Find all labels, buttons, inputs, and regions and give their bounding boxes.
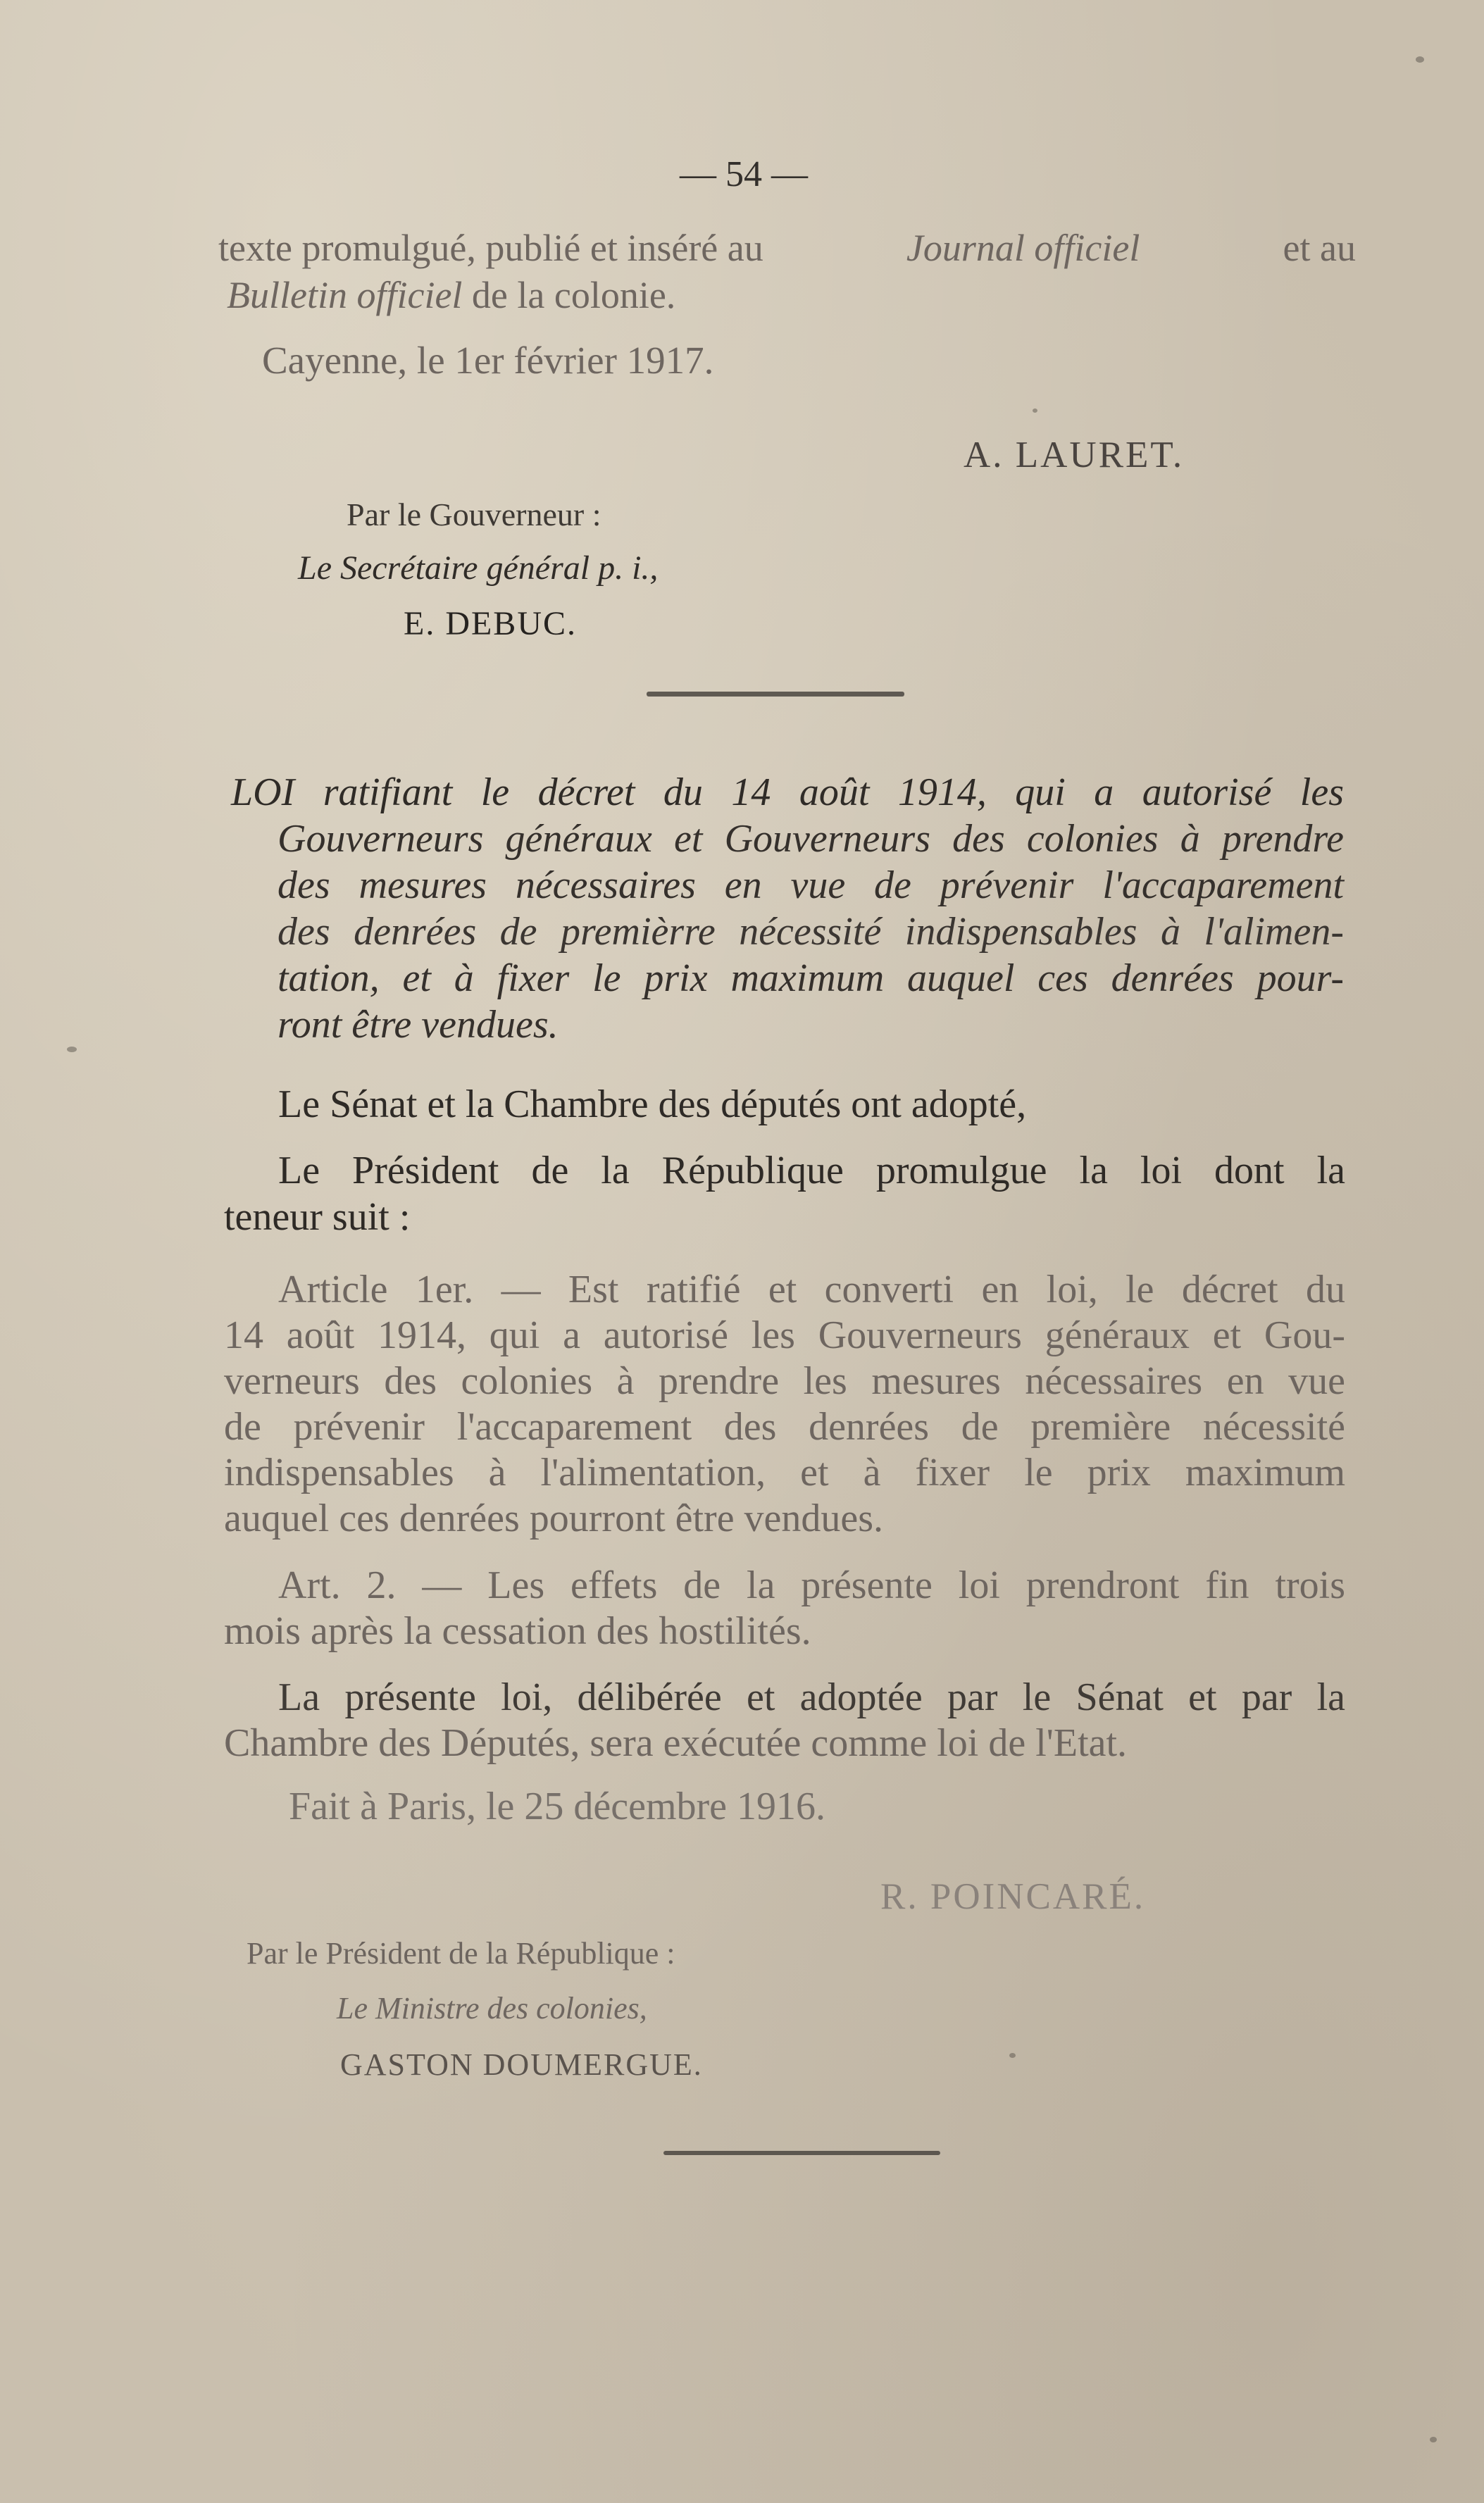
decree-closing-line-1 (218, 229, 1356, 267)
paper-speck (1009, 2053, 1016, 2058)
decree-closing-tail: et au (1283, 227, 1356, 269)
law-preamble-president: teneur suit : (224, 1195, 411, 1239)
decree-par-label: Par le Gouverneur : (347, 497, 601, 532)
law-title-line: des denrées de premièrre nécessité indispensables à l'alimen- (278, 910, 1344, 954)
separator-rule-bottom (663, 2151, 940, 2155)
article-1-line: auquel ces denrées pourront être vendues. (224, 1497, 884, 1540)
paper-speck (67, 1047, 77, 1052)
article-1-line: indispensables à l'alimentation, et à fixer le prix maximum (224, 1451, 1345, 1494)
article-1-line: de prévenir l'accaparement des denrées de première nécessité (224, 1405, 1345, 1449)
law-title-line: des mesures nécessaires en vue de prévenir l'accaparement (278, 863, 1344, 907)
journal-officiel-ref: Journal officiel (906, 227, 1140, 269)
bulletin-officiel-ref: Bulletin officiel (227, 274, 463, 316)
separator-rule-top (647, 692, 904, 697)
decree-signature: A. LAURET. (964, 435, 1185, 475)
decree-secretary-title: Le Secrétaire général p. i., (298, 549, 659, 587)
law-title-line: tation, et à fixer le prix maximum auquel ces denrées pour- (278, 956, 1344, 1000)
decree-closing-tail-2: de la colonie. (471, 274, 676, 316)
law-preamble-senat: Le Sénat et la Chambre des députés ont adopté, (278, 1082, 1027, 1126)
law-title-line: LOI ratifiant le décret du 14 août 1914, qui a autorisé les (231, 770, 1344, 814)
law-closing-line: La présente loi, délibérée et adoptée par le Sénat et par la (278, 1675, 1345, 1719)
article-2-line: mois après la cessation des hostilités. (224, 1609, 811, 1653)
article-1-line: 14 août 1914, qui a autorisé les Gouverneurs généraux et Gou- (224, 1313, 1345, 1357)
law-minister-name: GASTON DOUMERGUE. (340, 2047, 703, 2082)
article-2-line: Art. 2. — Les effets de la présente loi prendront fin trois (278, 1563, 1345, 1607)
law-closing-line: Chambre des Députés, sera exécutée comme loi de l'Etat. (224, 1721, 1128, 1765)
paper-speck (1430, 2437, 1437, 2442)
decree-closing-line-2 (227, 276, 675, 314)
decree-date: Cayenne, le 1er février 1917. (262, 339, 714, 382)
article-1-line: verneurs des colonies à prendre les mesures nécessaires en vue (224, 1359, 1345, 1403)
page-number: — 54 — (680, 154, 808, 194)
law-preamble-president: Le Président de la République promulgue la loi dont la (278, 1149, 1345, 1192)
paper-speck (1416, 56, 1424, 63)
law-date: Fait à Paris, le 25 décembre 1916. (289, 1785, 826, 1828)
article-1-line: Article 1er. — Est ratifié et converti en loi, le décret du (278, 1268, 1345, 1311)
decree-closing-text: texte promulgué, publié et inséré au (218, 227, 763, 269)
paper-speck (1033, 408, 1037, 413)
law-title-line: ront être vendues. (278, 1003, 559, 1047)
law-par-label: Par le Président de la République : (247, 1936, 675, 1971)
law-title-line: Gouverneurs généraux et Gouverneurs des colonies à prendre (278, 817, 1344, 861)
decree-secretary-name: E. DEBUC. (404, 605, 577, 642)
law-signature: R. POINCARÉ. (880, 1876, 1146, 1917)
law-minister-title: Le Ministre des colonies, (337, 1991, 647, 2026)
